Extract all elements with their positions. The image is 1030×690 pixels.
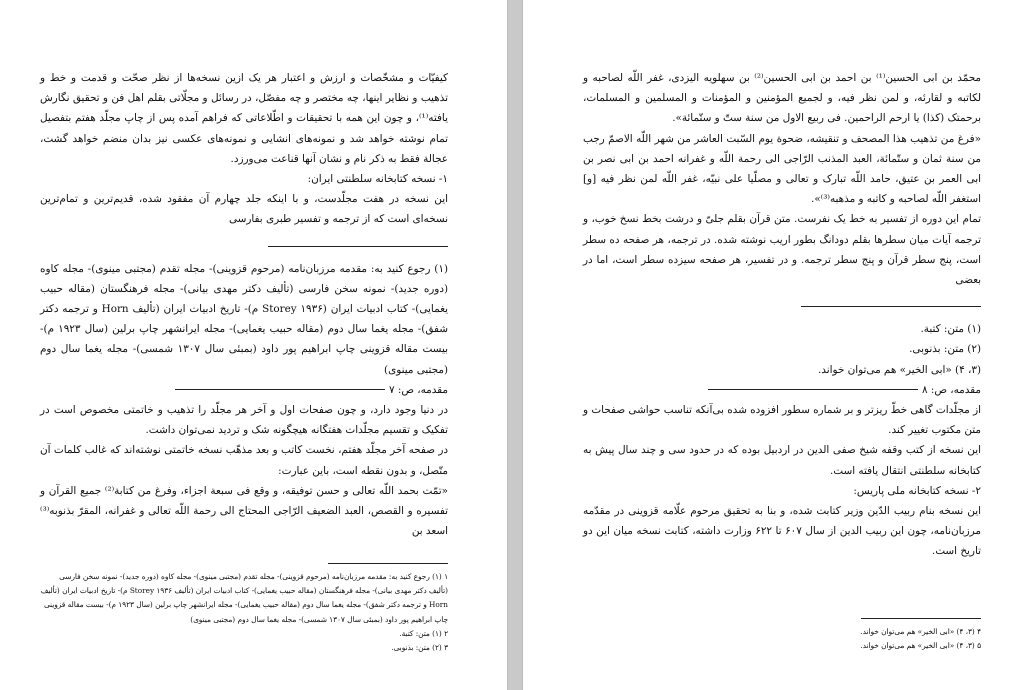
right-paragraph-volumes: از مجلّدات گاهی خطّ ریزتر و بر شماره سطور افزوده شده بی‌آنکه تناسب حواشی صفحات و متن مکتوب تغییر کند. bbox=[583, 404, 981, 437]
left-page bbox=[0, 0, 508, 690]
left-paragraph-colophon-quote: «تمّت بحمد اللّه تعالی و حسن توفیقه، و وقع فی سبعة اجزاء، وفرغ من کتابة⁽²⁾ جمیع القرآن و تفسیره و القصص، العبد الضعیف الرّاجی المحتاج الی رحمة اللّه تعالی و غفرانه، المقرّ بذنوبه⁽³⁾ اسعد بن bbox=[40, 484, 449, 538]
right-page bbox=[522, 0, 1030, 690]
right-note-2: (۲) متن: بذنوبی. bbox=[909, 343, 981, 356]
right-section-heading-rule bbox=[708, 389, 918, 390]
right-paragraph-paris-copy: این نسخه بنام ربیب الدّین وزیر کتابت شده، و بنا به تحقیق مرحوم علّامه قزوینی در مقدّمه مرزبان‌نامه، چون این ربیب الدین از سال ۶۰۷ تا ۶۲۲ وزارت داشته، کتابت نسخه میان این دو تاریخ است. bbox=[583, 505, 981, 558]
book-spine bbox=[508, 0, 522, 690]
left-footnotes bbox=[40, 563, 448, 655]
left-heading-royal-library: ۱- نسخه کتابخانه سلطنتی ایران: bbox=[307, 173, 448, 186]
right-heading-paris-library: ۲- نسخه کتابخانه ملی پاریس: bbox=[853, 484, 981, 497]
right-footnote-5: ۵ (۳، ۴) «ابی الخیر» هم می‌توان خواند. bbox=[860, 641, 981, 651]
right-divider bbox=[801, 306, 981, 307]
right-note-1: (۱) متن: کتبة. bbox=[920, 323, 981, 336]
left-paragraph-royal-copy: این نسخه در هفت مجلّدست، و با اینکه جلد چهارم آن مفقود شده، قدیم‌ترین و تمام‌ترین نسخه‌ای است که از ترجمه و تفسیر طبری بفارسی bbox=[40, 193, 448, 226]
left-footnote-separator bbox=[328, 563, 448, 564]
right-paragraph-ardabil: این نسخه از کتب وقفه شیخ صفی الدین در اردبیل بوده که در حدود سی و چند سال پیش به کتابخانه سلطنتی انتقال یافته است. bbox=[583, 444, 981, 477]
right-paragraph-scribe: محمّد بن ابی الحسین⁽¹⁾ بن احمد بن ابی الحسین⁽²⁾ بن سهلویه الیزدی، غفر اللّه لصاحبه و لکاتبه و لقارئه، و لمن نظر فیه، و لجمیع المؤمنین و المؤمنات و المسلمین و المسلمات، برحمتک (کذا) یا ارحم الراحمین. فی ربیع الاول من سنة ستّ و ستّمائة». bbox=[583, 72, 981, 125]
right-paragraph-illuminator: «فرغ من تذهیب هذا المصحف و تنقیشه، ضحوة یوم السّبت العاشر من شهر اللّه الاصمّ رجب من سنة ثمان و ستّمائة، العبد المذنب الرّاجی الی رحمة اللّه و غفرانه احمد بن ابی نصر بن ابی العمر بن عتیق، حامد اللّه تبارک و تعالی و مصلّیا علی نبیّه، غفر اللّه لمن نظر فیه [و] استغفر اللّه لصاحبه و کاتبه و مذهبه⁽³⁾». bbox=[583, 132, 981, 206]
right-footnote-4: ۴ (۳، ۴) «ابی الخیر» هم می‌توان خواند. bbox=[860, 627, 981, 636]
left-section-heading-text: مقدمه، ص: ۷ bbox=[388, 383, 448, 396]
right-footnote-separator bbox=[861, 618, 981, 619]
right-section-heading-text: مقدمه، ص: ۸ bbox=[921, 383, 981, 396]
left-footnote-1: ۱ (۱) رجوع کنید به: مقدمه مرزبان‌نامه (مرحوم قزوینی)- مجله تقدم (مجتبی مینوی)- مجله کاوه (دوره جدید)- نمونه سخن فارسی (تألیف دکتر مهدی بیانی)- مجله فرهنگستان (مقاله حبیب یغمایی)- کتاب ادبیات ایران (تألیف Storey ۱۹۳۶ م)- تاریخ ادبیات ایران (تألیف Horn و ترجمه دکتر شفق)- مجله یغما سال دوم (مقاله حبیب یغمایی)- مجله ایرانشهر چاپ برلین (سال ۱۹۲۳ م)- بیست مقاله قزوینی چاپ ابراهیم پور داود (بمبئی سال ۱۳۰۷ شمسی)- مجله یغما سال دوم (مجتبی مینوی) bbox=[40, 572, 448, 624]
right-note-3: (۳، ۴) «ابی الخیر» هم می‌توان خواند. bbox=[818, 363, 981, 376]
right-text-column bbox=[583, 68, 981, 562]
right-section-heading bbox=[583, 380, 981, 400]
left-reference-note: (۱) رجوع کنید به: مقدمه مرزبان‌نامه (مرحوم قزوینی)- مجله تقدم (مجتبی مینوی)- مجله کاوه (دوره جدید)- نمونه سخن فارسی (تألیف دکتر مهدی بیانی)- مجله فرهنگستان (مقاله حبیب یغمایی)- کتاب ادبیات ایران (Storey ۱۹۳۶ م)- تاریخ ادبیات ایران (تألیف Horn و ترجمه دکتر شفق)- مجله یغما سال دوم (مقاله حبیب یغمایی)- مجله ایرانشهر چاپ برلین (سال ۱۹۲۳ م)- بیست مقاله قزوینی چاپ ابراهیم پور داود (بمبئی سال ۱۳۰۷ شمسی)- مجله یغما سال دوم (مجتبی مینوی) bbox=[40, 262, 448, 376]
left-divider bbox=[268, 246, 448, 247]
left-footnote-2: ۲ (۱) متن: کتبة. bbox=[399, 628, 448, 638]
left-paragraph-volumes: در دنیا وجود دارد، و چون صفحات اول و آخر هر مجلّد را تذهیب و خاتمتی مخصوص است در تفکیک و تقسیم مجلّدات هفتگانه هیچگونه شک و تردید نمی‌توان داشت. bbox=[40, 404, 448, 437]
left-text-column bbox=[40, 68, 448, 541]
left-paragraph-intro: کیفیّات و مشخّصات و ارزش و اعتبار هر یک ازین نسخه‌ها از نظر صحّت و قدمت و خط و تذهیب و نظایر اینها، چه مختصر و چه مفصّل، در رسائل و مجلّاتی بقلم اهل فن و تحقیق نگارش یافته‌⁽¹⁾، و چون این همه با تحقیقات و اطّلاعاتی که فراهم آمده پس از چاپ مجلّد هفتم بتفصیل تمام نوشته خواهد شد و نمونه‌های انشایی و نمونه‌های عکسی نیز بدان منضم خواهد گشت، عجالة فقط به ذکر نام و نشان آنها قناعت می‌ورزد. bbox=[40, 72, 448, 165]
right-footnotes bbox=[583, 618, 981, 653]
left-section-heading bbox=[40, 380, 448, 400]
right-paragraph-script: تمام این دوره از تفسیر به خط یک نفرست. متن قرآن بقلم جلیّ و درشت بخط نسخ خوب، و ترجمه آیات میان سطرها بقلم دودانگ بطور اریب نوشته شده. در ترجمه، هر صفحه ده سطر است، پنج سطر قرآن و پنج سطر ترجمه. و در تفسیر، هر صفحه سیزده سطر است، اما در بعضی bbox=[583, 213, 981, 287]
left-section-heading-rule bbox=[175, 389, 385, 390]
left-footnote-3: ۳ (۲) متن: بذنوبی. bbox=[391, 643, 448, 653]
left-paragraph-colophon-intro: در صفحه آخر مجلّد هفتم، نخست کاتب و بعد مذهّب نسخه خاتمتی نوشته‌اند که غالب کلمات آن متّصل، و بدون نقطه است، باین عبارت: bbox=[40, 444, 448, 477]
